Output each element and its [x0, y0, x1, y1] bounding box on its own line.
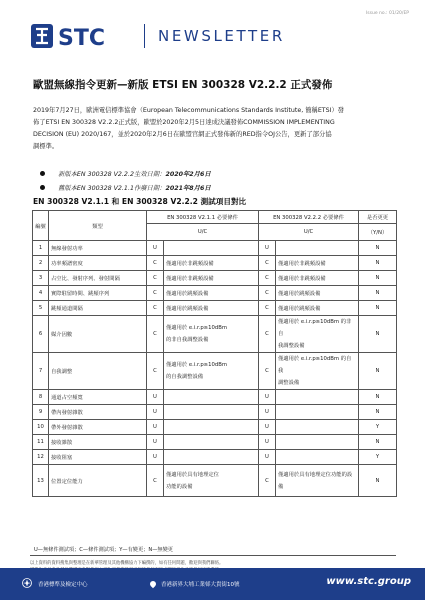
cell-b-cond: 僅適用於非跳頻設備 — [276, 256, 359, 271]
table-title: EN 300328 V2.1.1 和 EN 300328 V2.2.2 測試項目對比 — [33, 197, 247, 206]
table-row — [33, 256, 397, 271]
cell-type: 功率頻譜密度 — [49, 256, 147, 271]
cell-a-cond — [164, 435, 259, 450]
table-header-row — [33, 211, 397, 224]
table-row — [33, 241, 397, 256]
cell-b-uc: U — [259, 390, 276, 405]
cell-b-cond — [276, 465, 359, 497]
cond-line: 僅適用於具有地理定位 — [166, 471, 219, 478]
cell-a-uc: U — [147, 241, 164, 256]
cell-a-uc: C — [147, 256, 164, 271]
paragraph-line: DECISION (EU) 2020/167，並於2020年2月6日在歐盟官網正式發佈新的RED指令OJ公告，更新了部分協 — [33, 131, 332, 138]
cond-line: 僅適用於 e.i.r.p≥10dBm 的自我 — [278, 356, 352, 374]
cell-type: 位置定位能力 — [49, 465, 147, 497]
bullet-dot-icon — [40, 185, 45, 190]
cell-type: 媒介因數 — [49, 316, 147, 353]
cell-type: 跳頻通道間隔 — [49, 301, 147, 316]
cell-a-uc: C — [147, 271, 164, 286]
cell-a-uc: C — [147, 301, 164, 316]
location-pin-icon — [149, 580, 157, 588]
table-row — [33, 465, 397, 497]
cell-no: 8 — [33, 390, 49, 405]
cond-line: 的自我調整設備 — [166, 374, 204, 380]
bullet-label: 新版本EN 300328 V2.2.2生效日期： — [58, 170, 166, 178]
cell-a-uc: C — [147, 316, 164, 353]
cell-b-cond: 僅適用於跳頻設備 — [276, 301, 359, 316]
cell-yn: N — [359, 435, 397, 450]
cell-a-cond — [164, 390, 259, 405]
table-row — [33, 390, 397, 405]
hk-emblem-icon — [22, 578, 32, 588]
cell-b-uc: U — [259, 420, 276, 435]
cell-yn: N — [359, 353, 397, 390]
cell-a-cond — [164, 353, 259, 390]
cell-no: 10 — [33, 420, 49, 435]
cell-a-uc: C — [147, 353, 164, 390]
paragraph-line: 佈了ETSI EN 300328 V2.2.2正式版，歐盟於2020年2月5日達成決議發佈COMMISSION IMPLEMENTING — [33, 119, 335, 126]
cell-a-uc: C — [147, 465, 164, 497]
cell-yn: Y — [359, 450, 397, 465]
cell-yn: N — [359, 286, 397, 301]
cell-yn: N — [359, 271, 397, 286]
cell-b-uc: C — [259, 271, 276, 286]
cell-b-uc: C — [259, 316, 276, 353]
bullet-withdraw-date — [40, 180, 211, 194]
footer-address — [150, 580, 240, 588]
cell-b-uc: U — [259, 405, 276, 420]
disclaimer-line: 以上資料的資料搜集與整理是在新華管理及其他機構協力下編撰的，如有任何問題，歡迎與我們聯絡。 — [30, 561, 224, 566]
header-v222: EN 300328 V2.2.2 必要條件 — [259, 211, 359, 224]
cell-b-cond — [276, 405, 359, 420]
table-row — [33, 301, 397, 316]
cell-a-uc: U — [147, 405, 164, 420]
cell-b-uc: C — [259, 353, 276, 390]
cell-type: 帶外發射雜散 — [49, 420, 147, 435]
cell-b-uc: U — [259, 241, 276, 256]
cond-line: 的非自我調整設備 — [166, 337, 209, 343]
cell-type: 實際駐留時間、跳頻序列 — [49, 286, 147, 301]
cell-type: 占空比、發射序列、發射間隔 — [49, 271, 147, 286]
cell-a-cond — [164, 450, 259, 465]
issue-number: Issue no.: 01/20/EP — [365, 11, 409, 16]
cell-a-cond: 僅適用於跳頻設備 — [164, 286, 259, 301]
stc-logo — [30, 21, 126, 51]
cell-yn: N — [359, 256, 397, 271]
date-bullets — [40, 166, 211, 194]
header-no: 編號 — [33, 211, 49, 241]
cell-b-cond — [276, 316, 359, 353]
cell-b-uc: U — [259, 435, 276, 450]
table-legend: U—無條件測試項；C—條件測試項；Y—有變更；N—無變更 — [34, 547, 173, 553]
cell-b-uc: U — [259, 450, 276, 465]
section-title: NEWSLETTER — [158, 27, 285, 45]
cell-no: 2 — [33, 256, 49, 271]
cell-no: 1 — [33, 241, 49, 256]
paragraph-line: 調標準。 — [33, 143, 59, 150]
cell-a-cond — [164, 420, 259, 435]
cell-yn: N — [359, 465, 397, 497]
cell-b-cond: 僅適用於非跳頻設備 — [276, 271, 359, 286]
cell-no: 11 — [33, 435, 49, 450]
cell-yn: N — [359, 301, 397, 316]
cell-b-cond — [276, 241, 359, 256]
bullet-value: 2020年2月6日 — [165, 170, 211, 178]
cell-type: 無線發射功率 — [49, 241, 147, 256]
cell-yn: N — [359, 316, 397, 353]
article-paragraph — [33, 105, 393, 153]
cell-no: 4 — [33, 286, 49, 301]
cell-b-cond — [276, 435, 359, 450]
cell-no: 6 — [33, 316, 49, 353]
bullet-value: 2021年8月6日 — [165, 184, 211, 192]
cond-line: 僅適用於 e.i.r.p≥10dBm — [166, 325, 228, 331]
cell-yn: Y — [359, 420, 397, 435]
cell-type: 帶內發射雜散 — [49, 405, 147, 420]
paragraph-line: 2019年7月27日，歐洲電信標準協會（European Telecommunications Standards Institute, 簡稱ETSI）發 — [33, 107, 345, 114]
table-row — [33, 286, 397, 301]
cond-line: 調整設備 — [278, 380, 300, 386]
article-title: 歐盟無線指令更新—新版 ETSI EN 300328 V2.2.2 正式發佈 — [33, 79, 333, 91]
table-row — [33, 271, 397, 286]
header-type: 類型 — [49, 211, 147, 241]
cell-no: 3 — [33, 271, 49, 286]
cell-type: 通道占空頻寬 — [49, 390, 147, 405]
table-row — [33, 435, 397, 450]
cell-a-cond — [164, 316, 259, 353]
table-row — [33, 316, 397, 353]
cell-no: 5 — [33, 301, 49, 316]
cell-no: 9 — [33, 405, 49, 420]
header-uc-a: U/C — [147, 224, 259, 241]
cell-a-uc: U — [147, 450, 164, 465]
footer-hk-label: 香港標準及檢定中心 — [38, 582, 88, 588]
comparison-table — [32, 210, 397, 497]
cond-line: 僅適用於具有地理定位功能的設 — [278, 471, 353, 478]
header-v211: EN 300328 V2.1.1 必要條件 — [147, 211, 259, 224]
footer-address-text: 香港新界大埔工業邨大貴街10號 — [161, 582, 240, 588]
cell-b-cond — [276, 390, 359, 405]
cell-b-cond — [276, 420, 359, 435]
table-row — [33, 353, 397, 390]
cell-a-cond: 僅適用於跳頻設備 — [164, 301, 259, 316]
cell-no: 12 — [33, 450, 49, 465]
cell-b-cond — [276, 450, 359, 465]
cond-line: 功能的設備 — [166, 483, 193, 490]
cell-type: 自我調整 — [49, 353, 147, 390]
cell-no: 7 — [33, 353, 49, 390]
cell-type: 接收雜散 — [49, 435, 147, 450]
cell-b-uc: C — [259, 286, 276, 301]
cond-line: 僅適用於 e.i.r.p≥10dBm — [166, 362, 228, 368]
cell-a-cond: 僅適用於非跳頻設備 — [164, 271, 259, 286]
cell-b-uc: C — [259, 465, 276, 497]
cell-yn: N — [359, 390, 397, 405]
table-row — [33, 405, 397, 420]
cell-b-uc: C — [259, 301, 276, 316]
bullet-dot-icon — [40, 171, 45, 176]
header-divider — [144, 24, 145, 48]
cell-a-uc: C — [147, 286, 164, 301]
header-change: 是否更更 — [359, 211, 397, 224]
cell-a-uc: U — [147, 420, 164, 435]
cell-a-uc: U — [147, 435, 164, 450]
svg-text:STC: STC — [58, 26, 105, 51]
cond-line: 我調整設備 — [278, 343, 305, 349]
cell-b-cond — [276, 353, 359, 390]
cell-a-cond — [164, 241, 259, 256]
footer-divider — [30, 555, 396, 556]
table-row — [33, 420, 397, 435]
cell-yn: N — [359, 405, 397, 420]
footer-website-link[interactable]: www.stc.group — [326, 576, 411, 587]
bullet-label: 舊版本EN 300328 V2.1.1作廢日期： — [58, 184, 166, 192]
cell-a-cond — [164, 405, 259, 420]
cell-a-cond — [164, 465, 259, 497]
cell-a-cond: 僅適用於非跳頻設備 — [164, 256, 259, 271]
bullet-effective-date — [40, 166, 211, 180]
cell-a-uc: U — [147, 390, 164, 405]
footer-bar — [0, 568, 425, 600]
cell-type: 接收阻塞 — [49, 450, 147, 465]
header-uc-b: U/C — [259, 224, 359, 241]
cell-yn: N — [359, 241, 397, 256]
cond-line: 備 — [278, 483, 284, 490]
cond-line: 僅適用於 e.i.r.p≥10dBm 的非自 — [278, 319, 352, 337]
cell-b-cond: 僅適用於跳頻設備 — [276, 286, 359, 301]
cell-b-uc: C — [259, 256, 276, 271]
cell-no: 13 — [33, 465, 49, 497]
header-yn: （Y/N） — [359, 224, 397, 241]
table-row — [33, 450, 397, 465]
